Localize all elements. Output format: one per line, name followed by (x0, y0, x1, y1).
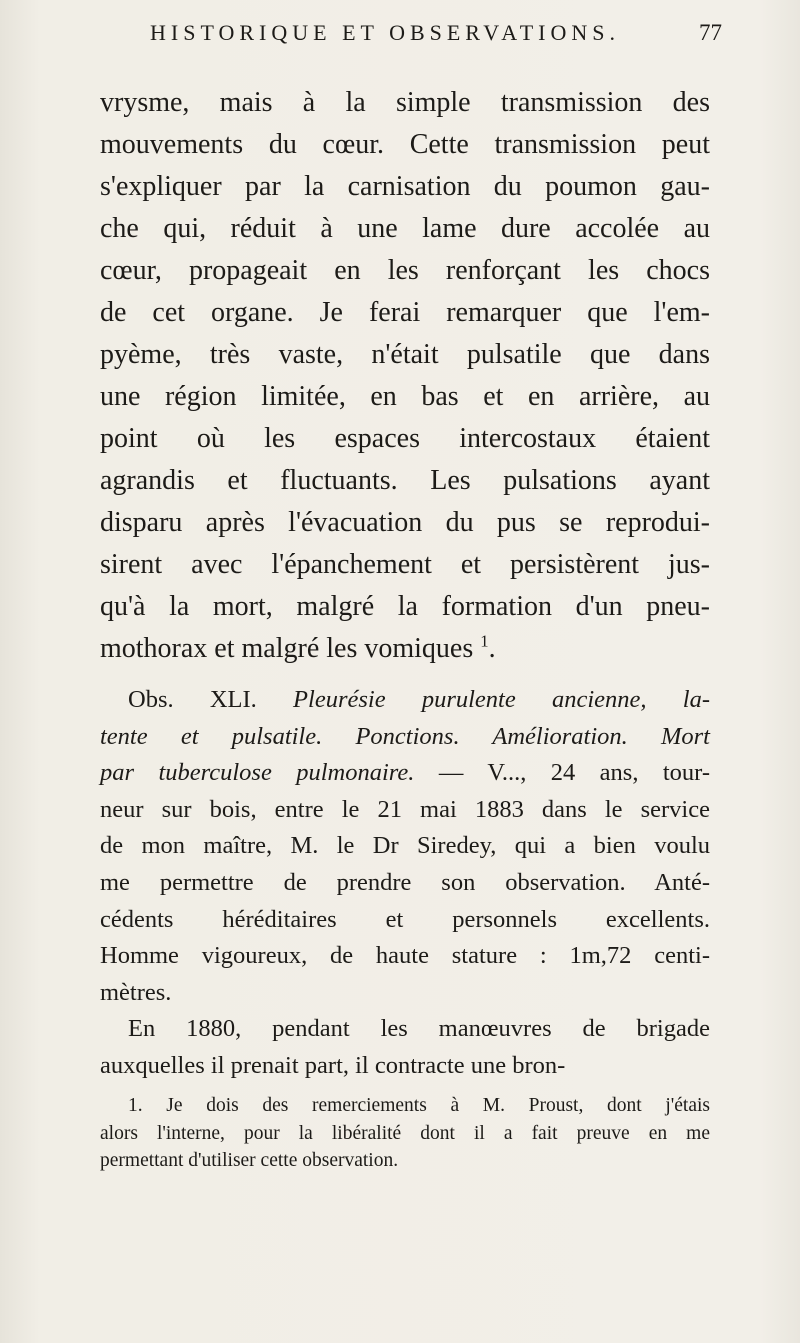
running-header (112, 20, 728, 60)
text-line: point où les espaces intercostaux étaient (100, 423, 710, 454)
text-line: de mon maître, M. le Dr Siredey, qui a bien voulu (100, 832, 710, 860)
text-line: mouvements du cœur. Cette transmission peut (100, 129, 710, 160)
text-line: cédents héréditaires et personnels excellents. (100, 905, 710, 933)
text-segment: mothorax et malgré les vomiques (100, 633, 474, 664)
text-line: me permettre de prendre son observation. Anté- (100, 868, 710, 896)
text-line: En 1880, pendant les manœuvres de brigade (128, 1015, 710, 1043)
text-line: mètres. (100, 978, 172, 1006)
text-line: sirent avec l'épanchement et persistèrent jus- (100, 549, 710, 580)
text-line: Homme vigoureux, de haute stature : 1m,72 centi- (100, 942, 710, 970)
footnote-line: 1. Je dois des remerciements à M. Proust, dont j'étais (128, 1095, 710, 1116)
text-line: une région limitée, en bas et en arrière, au (100, 381, 710, 412)
text-line: auxquelles il prenait part, il contracte une bron- (100, 1051, 566, 1079)
text-line: qu'à la mort, malgré la formation d'un pneu- (100, 591, 710, 622)
observation-title: Pleurésie purulente ancienne, la- (293, 686, 710, 713)
text-line: de cet organe. Je ferai remarquer que l'em- (100, 297, 710, 328)
text-line: che qui, réduit à une lame dure accolée au (100, 213, 710, 244)
footnote-marker: 1 (480, 631, 489, 651)
footnote-line: alors l'interne, pour la libéralité dont il a fait preuve en me (100, 1122, 710, 1144)
observation-block (100, 682, 710, 1085)
text-line (100, 628, 710, 670)
text-line: s'expliquer par la carnisation du poumon gau- (100, 171, 710, 202)
observation-heading-line (100, 682, 710, 719)
observation-title-line: tente et pulsatile. Ponctions. Amélioration. Mort (100, 722, 710, 750)
text-line: neur sur bois, entre le 21 mai 1883 dans le service (100, 795, 710, 823)
observation-title-line (100, 755, 710, 792)
running-title: HISTORIQUE ET OBSERVATIONS. (150, 20, 620, 45)
text-segment: — V..., 24 ans, tour- (438, 759, 711, 787)
text-line: pyème, très vaste, n'était pulsatile que dans (100, 339, 710, 370)
observation-title: par tuberculose pulmonaire. (100, 759, 415, 787)
text-line: vrysme, mais à la simple transmission des (100, 87, 710, 118)
text-line: cœur, propageait en les renforçant les chocs (100, 255, 710, 286)
footnote-line: permettant d'utiliser cette observation. (100, 1150, 399, 1171)
text-line: disparu après l'évacuation du pus se reprodui- (100, 507, 710, 538)
observation-number: Obs. XLI. (128, 686, 257, 713)
text-line: agrandis et fluctuants. Les pulsations ayant (100, 465, 710, 496)
main-paragraph (100, 82, 710, 670)
text-segment: . (488, 633, 496, 664)
page-number: 77 (699, 20, 722, 45)
footnote (100, 1092, 710, 1175)
